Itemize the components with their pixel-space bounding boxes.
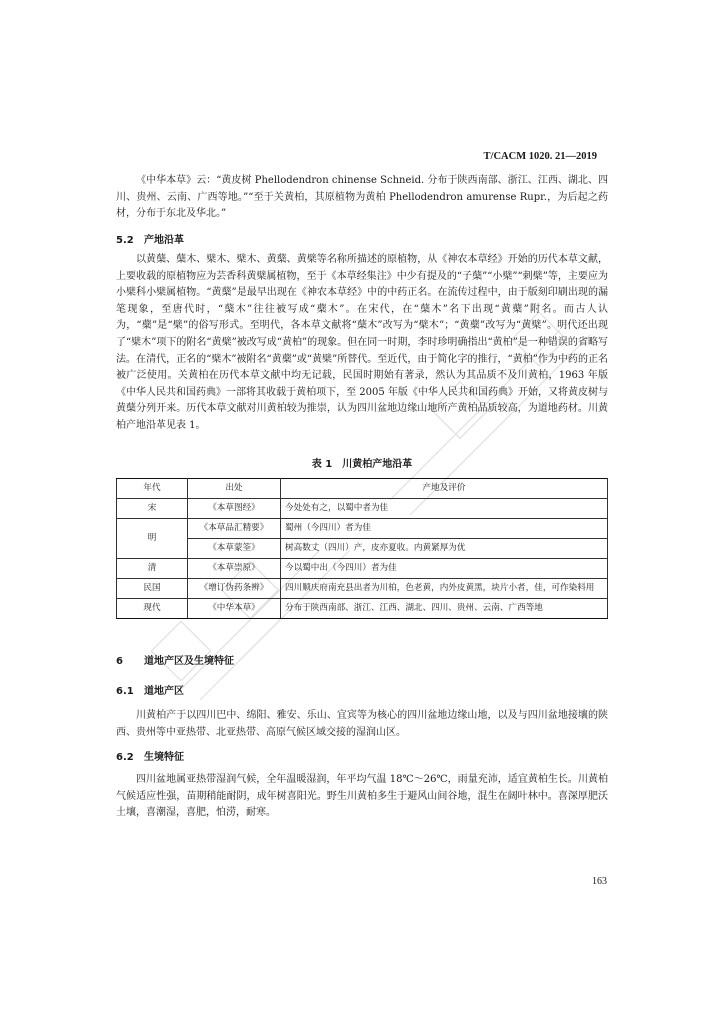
section-6-1-heading <box>116 684 608 701</box>
table-row <box>117 499 608 519</box>
cell-era: 民国 <box>117 579 188 599</box>
section-5-2-body <box>116 252 608 435</box>
cell-era: 现代 <box>117 599 188 619</box>
table-row <box>117 579 608 599</box>
section-6-2-paragraph: 四川盆地属亚热带湿润气候，全年温暖湿润，年平均气温 18℃～26℃，雨量充沛，适宜黄柏生长。川黄柏气候适应性强，苗期稍能耐阴，成年树喜阳光。野生川黄柏多生于避风山间谷地，混生在阔叶林中。喜深厚肥沃土壤，喜潮湿，喜肥，怕涝，耐寒。 <box>116 774 608 819</box>
header-era: 年代 <box>117 479 188 499</box>
cell-desc: 今以蜀中出（今四川）者为佳 <box>281 559 608 579</box>
cell-desc: 今处处有之，以蜀中者为佳 <box>281 499 608 519</box>
cell-era: 明 <box>117 519 188 559</box>
table-row <box>117 599 608 619</box>
cell-source: 《增订伪药条辨》 <box>188 579 281 599</box>
cell-source: 《本草图经》 <box>188 499 281 519</box>
page-number: 163 <box>592 876 607 887</box>
section-6-1-body <box>116 708 608 741</box>
table-row <box>117 559 608 579</box>
standard-code: T/CACM 1020. 21—2019 <box>483 151 597 162</box>
cell-source: 《中华本草》 <box>188 599 281 619</box>
section-5-2-paragraph: 以黄蘖、蘖木、檗木、檗木、黄蘖、黄檗等名称所描述的原植物，从《神农本草经》开始的历代本草文献，上要收载的原植物应为芸香科黄檗属植物，至于《本草经集注》中少有提及的“子蘖”“小檗”“刺檗”等，主要应为小檗科小檗属植物。“黄蘖”是最早出现在《神农本草经》中的中药正名。在流传过程中，由于版刻印刷出现的漏笔现象，至唐代时，“蘖木”往往被写成“蘗木”。在宋代，在“蘖木”名下出现“黄蘗”附名。而古人认为，“蘗”是“檗”的俗写形式。至明代，各本草文献将“蘖木”改写为“檗木”；“黄蘗”改写为“黄檗”。明代还出现了“檗木”项下的附名“黄檗”被改写成“黄柏”的现象。但在同一时期，李时珍明确指出“黄柏”是一种错误的省略写法。在清代，正名的“檗木”被附名“黄蘗”或“黄檗”所替代。至近代，由于简化字的推行，“黄柏”作为中药的正名被广泛使用。关黄柏在历代本草文献中均无记载，民国时期始有著录，然认为其品质不及川黄柏，1963 年版《中华人民共和国药典》一部将其收载于黄柏项下，至 2005 年版《中华人民共和国药典》开始，又将黄皮树与黄蘖分列开来。历代本草文献对川黄柏较为推崇，认为四川盆地边缘山地所产黄柏品质较高，为道地药材。川黄柏产地沿革见表 1。 <box>116 254 608 431</box>
section-title: 道地产区 <box>144 686 184 697</box>
intro-block <box>116 173 608 223</box>
cell-source: 《本草蒙筌》 <box>188 539 281 559</box>
header-source: 出处 <box>188 479 281 499</box>
cell-desc: 树高数丈（四川）产，皮亦夏收。内黄紧厚为优 <box>281 539 608 559</box>
section-5-2-heading <box>116 233 608 250</box>
table-header-row <box>117 479 608 499</box>
table-row <box>117 539 608 559</box>
table-1-caption: 表 1 川黄柏产地沿革 <box>311 459 413 470</box>
section-6-2-heading <box>116 750 608 767</box>
section-title: 道地产区及生境特征 <box>144 656 234 667</box>
header-desc: 产地及评价 <box>281 479 608 499</box>
section-6-heading <box>116 654 608 671</box>
cell-source: 《本草崇原》 <box>188 559 281 579</box>
section-number: 5.2 <box>116 235 134 246</box>
intro-paragraph: 《中华本草》云：“黄皮树 Phellodendron chinense Schneid. 分布于陕西南部、浙江、江西、湖北、四川、贵州、云南、广西等地。”“至于关黄柏，其原植物为黄柏 Phellodendron amurense Rupr.，为后起之药材，分布于东北及华北。” <box>116 175 608 220</box>
table-row <box>117 519 608 539</box>
cell-desc: 分布于陕西南部、浙江、江西、湖北、四川、贵州、云南、广西等地 <box>281 599 608 619</box>
section-number: 6.1 <box>116 686 134 697</box>
section-6-1-paragraph: 川黄柏产于以四川巴中、绵阳、雅安、乐山、宜宾等为核心的四川盆地边缘山地，以及与四川盆地接壤的陕西、贵州等中亚热带、北亚热带、高原气候区域交接的湿润山区。 <box>116 710 608 738</box>
section-title: 生境特征 <box>144 752 184 763</box>
section-number: 6 <box>116 656 123 667</box>
cell-desc: 蜀州（今四川）者为佳 <box>281 519 608 539</box>
cell-era: 宋 <box>117 499 188 519</box>
cell-source: 《本草品汇精要》 <box>188 519 281 539</box>
section-number: 6.2 <box>116 752 134 763</box>
section-title: 产地沿革 <box>144 235 184 246</box>
table-1 <box>116 478 608 619</box>
cell-era: 清 <box>117 559 188 579</box>
cell-desc: 四川顺庆府南充县出者为川柏，色老黄，内外皮黄黑，块片小者，佳，可作染料用 <box>281 579 608 599</box>
section-6-2-body <box>116 772 608 822</box>
